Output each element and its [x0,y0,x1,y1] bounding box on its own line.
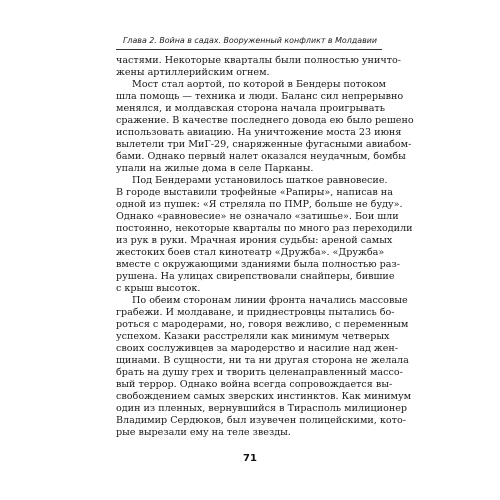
text-line: щинами. В сущности, ни та ни другая сторона не желала [116,355,409,367]
text-line: одной из пушек: «Я стреляла по ПМР, больше не буду». [116,199,403,211]
header-divider [116,49,382,50]
paragraph [116,79,414,175]
text-line: Владимир Сердюков, был изувечен полицейскими, кото- [116,415,406,427]
text-line: успехом. Казаки расстреляли как минимум четверых [116,331,390,343]
running-head: Глава 2. Война в садах. Вооруженный конфликт в Молдавии [123,36,377,45]
text-line: бами. Однако первый налет оказался неудачным, бомбы [116,151,406,163]
paragraph [116,55,402,79]
text-line: Под Бендерами установилось шаткое равновесие. [132,175,388,187]
text-line: По обеим сторонам линии фронта начались массовые [132,295,408,307]
text-line: рые вырезали ему на теле звезды. [116,427,291,439]
text-line: Мост стал аортой, по которой в Бендеры потоком [132,79,386,91]
text-line: упали на жилые дома в селе Парканы. [116,163,314,175]
text-line: один из пленных, вернувшийся в Тирасполь милиционер [116,403,408,415]
text-line: менялся, и молдавская сторона начала проигрывать [116,103,385,115]
text-line: вый террор. Однако война всегда сопровождается вы- [116,379,393,391]
text-line: вместе с окружающими зданиями была полностью раз- [116,259,401,271]
paragraph [116,175,413,295]
text-line: постоянно, некоторые кварталы по много раз переходили [116,223,413,235]
text-line: вылетели три МиГ-29, снаряженные фугасными авиабом- [116,139,412,151]
text-line: сражение. В качестве последнего довода ею было решено [116,115,414,127]
text-line: грабежи. И молдаване, и приднестровцы пытались бо- [116,307,395,319]
page-number: 71 [243,453,257,464]
text-line: брать на душу грех и творить целенаправленный массо- [116,367,403,379]
text-line: жены артиллерийским огнем. [116,67,270,79]
text-line: роться с мародерами, но, говоря вежливо, с переменным [116,319,409,331]
text-line: шла помощь — техника и люди. Баланс сил непрерывно [116,91,404,103]
text-line: Однако «равновесие» не означало «затишье». Бои шли [116,211,399,223]
text-line: с крыш высоток. [116,283,201,295]
text-line: использовать авиацию. На уничтожение моста 23 июня [116,127,402,139]
text-line: жестоких боев стал кинотеатр «Дружба». «Дружба» [116,247,385,259]
text-line: В городе выставили трофейные «Рапиры», написав на [116,187,393,199]
text-line: частями. Некоторые кварталы были полностью уничто- [116,55,402,66]
text-line: свобождением самых зверских инстинктов. Как минимум [116,391,412,403]
text-line: своих сослуживцев за мародерство и насилие над жен- [116,343,399,355]
body-text [116,55,414,440]
text-line: из рук в руки. Мрачная ирония судьбы: ареной самых [116,235,393,247]
paragraph [116,295,412,439]
text-line: рушена. На улицах свирепствовали снайперы, бившие [116,271,395,283]
